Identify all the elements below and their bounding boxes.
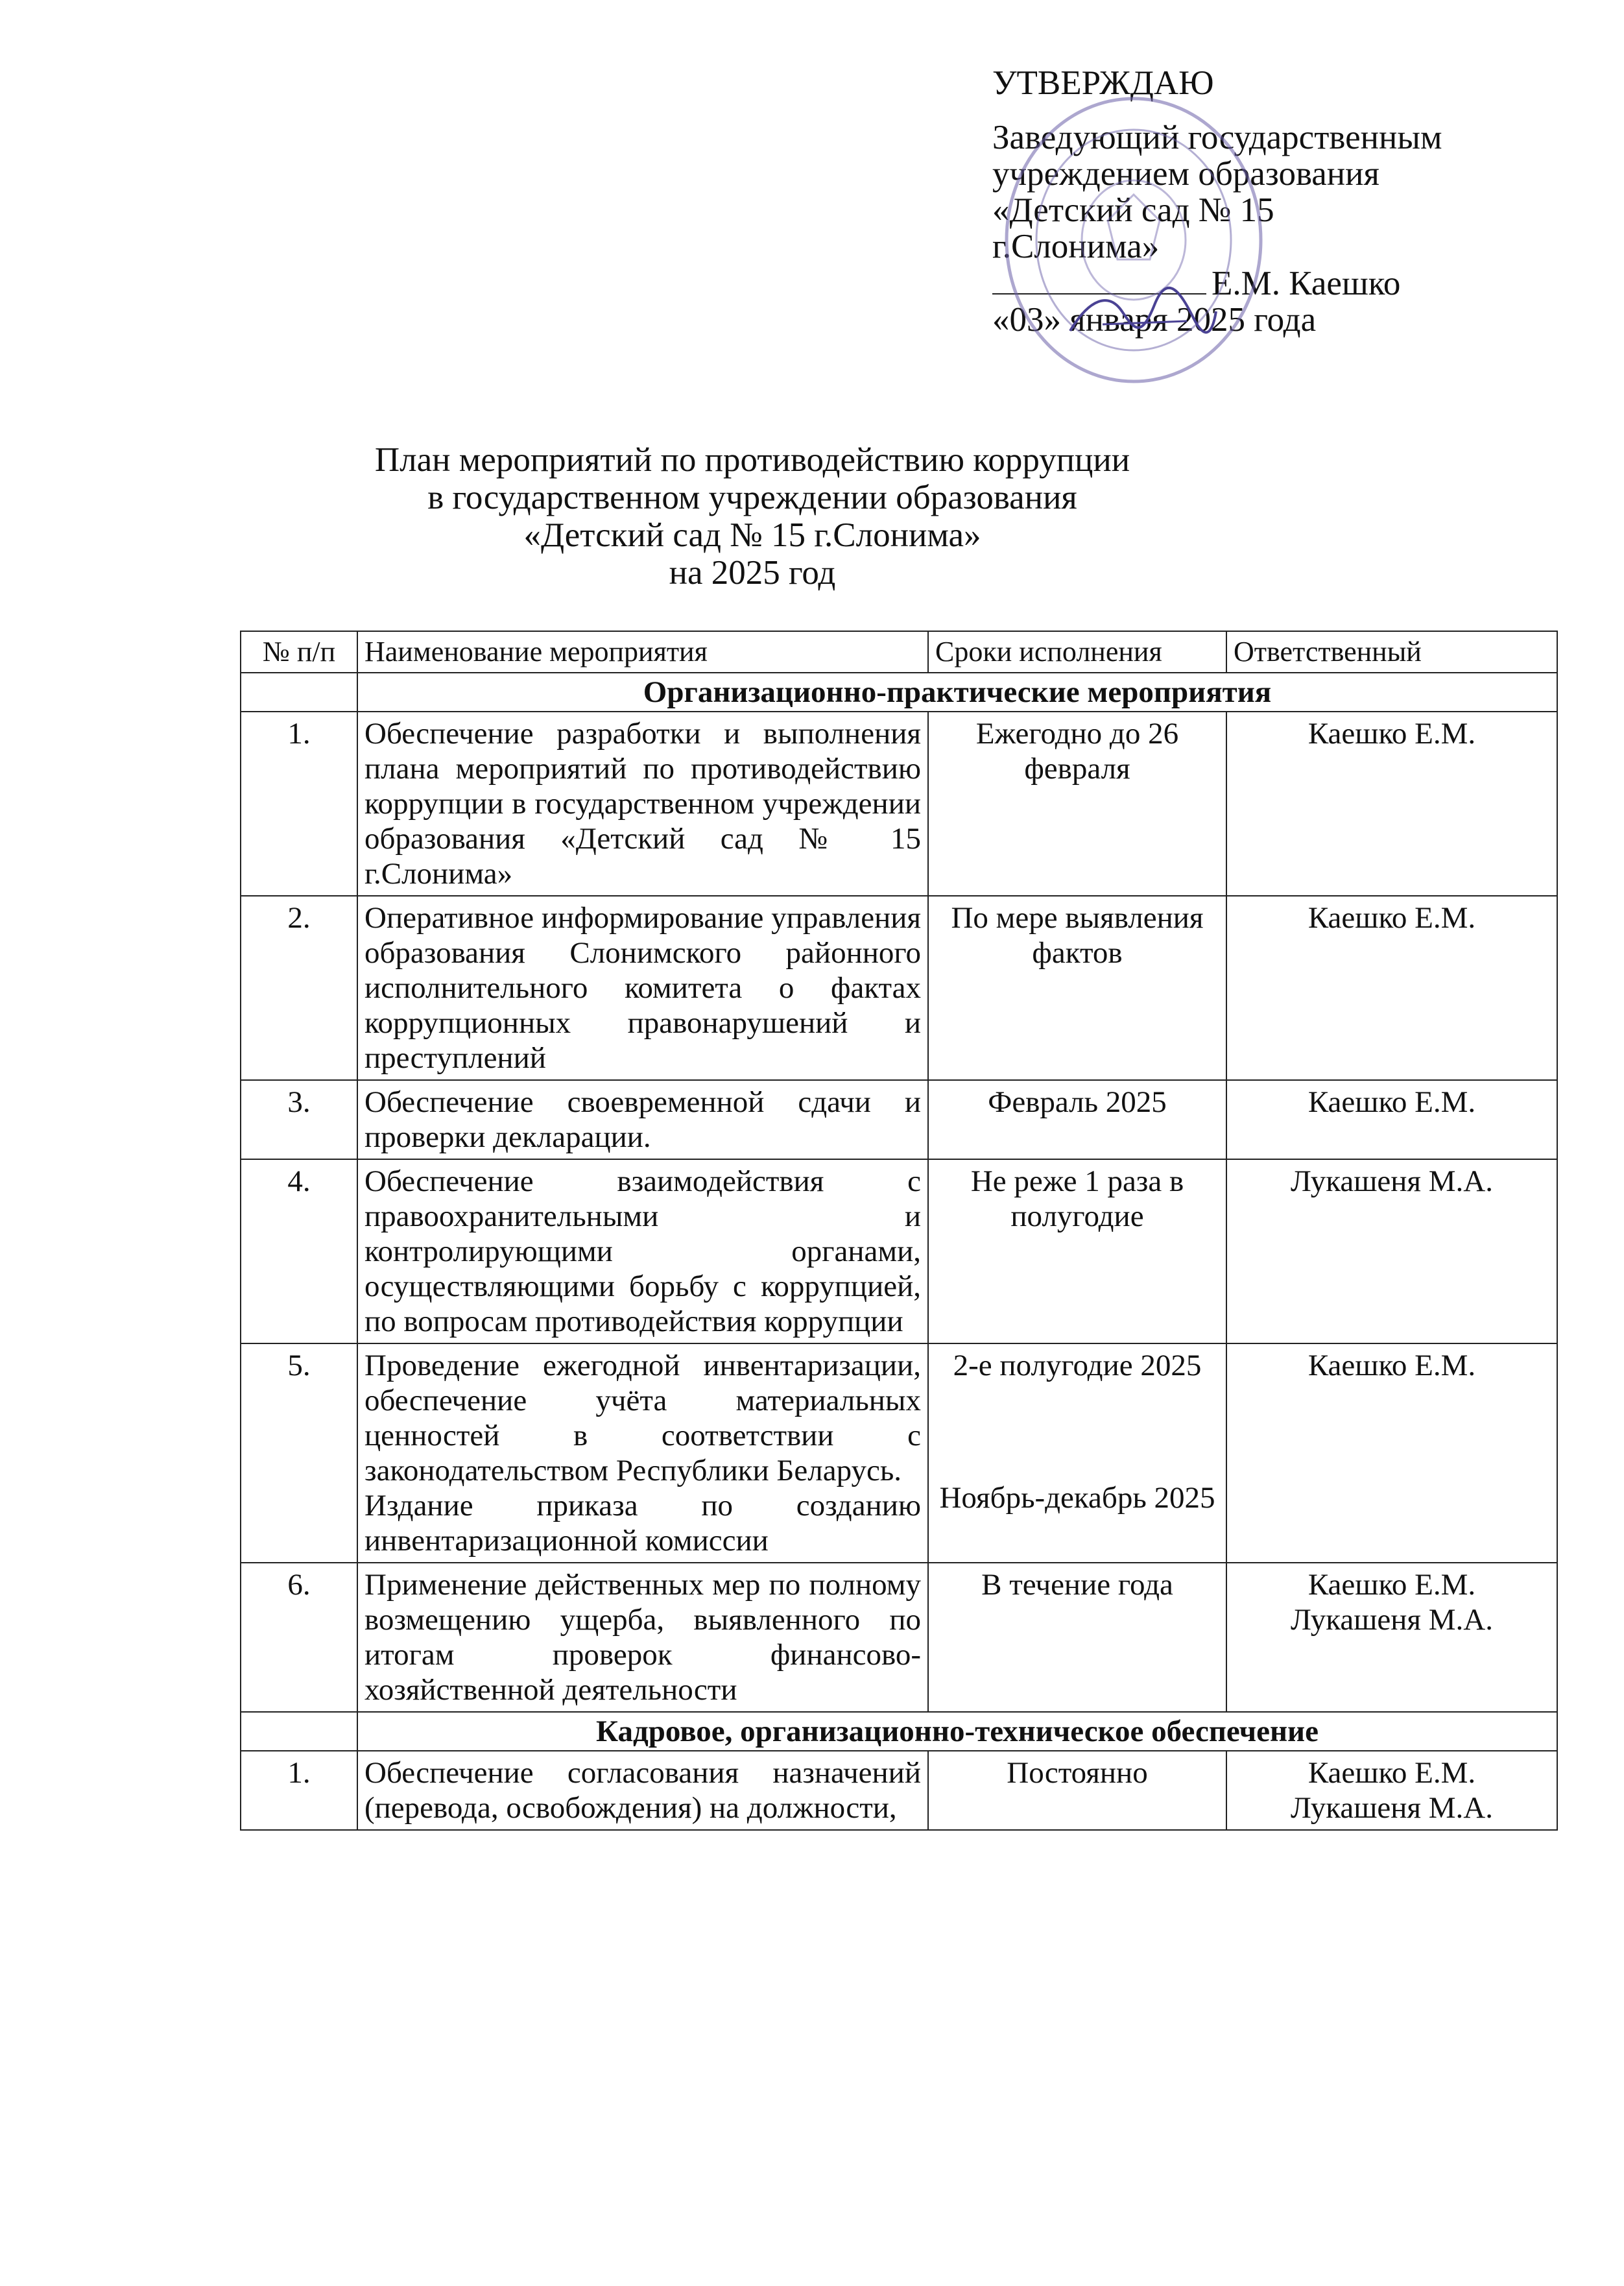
row-term: В течение года [928,1563,1226,1712]
row-desc: Обеспечение взаимодействия с правоохранительными и контролирующими органами, осуществляющими борьбу с коррупцией, по вопросам противодействия коррупции [357,1159,928,1343]
section-spacer [241,1712,357,1751]
row-num: 4. [241,1159,357,1343]
approval-line: учреждением образования [992,155,1379,193]
row-resp-cell [1226,1751,1557,1830]
row-term: 2-е полугодие 2025 [953,1349,1202,1382]
row-num: 5. [241,1343,357,1563]
row-resp: Лукашеня М.А. [1226,1159,1557,1343]
section-row [241,1712,1557,1751]
row-desc: Оперативное информирование управления образования Слонимского районного исполнительного комитета о фактах коррупционных правонарушений и преступлений [357,896,928,1080]
row-desc: Применение действенных мер по полному возмещению ущерба, выявленного по итогам проверок финансово-хозяйственной деятельности [357,1563,928,1712]
approval-line: «Детский сад № 15 [992,191,1274,229]
table-row [241,1159,1557,1343]
row-desc: Обеспечение согласования назначений (перевода, освобождения) на должности, [357,1751,928,1830]
title-line: в государственном учреждении образования [427,479,1077,516]
table-row [241,896,1557,1080]
plan-table [240,631,1558,1831]
row-term: Ежегодно до 26 февраля [928,712,1226,896]
row-num: 3. [241,1080,357,1159]
approval-heading: УТВЕРЖДАЮ [992,64,1214,102]
row-resp-extra: Лукашеня М.А. [1291,1791,1493,1825]
header-name: Наименование мероприятия [357,631,928,673]
table-header-row [241,631,1557,673]
row-resp: Каешко Е.М. [1308,1568,1476,1602]
header-term: Сроки исполнения [928,631,1226,673]
row-desc-extra: Издание приказа по созданию инвентаризационной комиссии [364,1489,921,1558]
row-resp: Каешко Е.М. [1226,712,1557,896]
signer-name: Е.М. Каешко [1212,265,1401,302]
approval-block [992,65,1550,338]
row-term: Постоянно [928,1751,1226,1830]
table-row [241,1751,1557,1830]
section-spacer [241,673,357,712]
row-resp: Каешко Е.М. [1308,1756,1476,1790]
row-resp-cell [1226,1563,1557,1712]
row-resp-extra: Лукашеня М.А. [1291,1603,1493,1637]
title-line: на 2025 год [669,554,836,592]
row-num: 6. [241,1563,357,1712]
section-title: Кадровое, организационно-техническое обеспечение [357,1712,1557,1751]
signature-blank [992,265,1206,295]
header-num: № п/п [241,631,357,673]
table-row [241,1563,1557,1712]
row-num: 1. [241,1751,357,1830]
row-term: По мере выявления фактов [928,896,1226,1080]
term-gap [935,1383,1219,1480]
row-resp: Каешко Е.М. [1226,1080,1557,1159]
table-row [241,1080,1557,1159]
section-title: Организационно-практические мероприятия [357,673,1557,712]
row-term-extra: Ноябрь-декабрь 2025 [939,1481,1215,1515]
row-desc: Обеспечение разработки и выполнения плана мероприятий по противодействию коррупции в государственном учреждении образования «Детский сад № 15 г.Слонима» [357,712,928,896]
row-term: Февраль 2025 [928,1080,1226,1159]
row-num: 1. [241,712,357,896]
document-title [292,441,1213,592]
approval-line: Заведующий государственным [992,119,1442,156]
row-resp: Каешко Е.М. [1226,1343,1557,1563]
row-term: Не реже 1 раза в полугодие [928,1159,1226,1343]
title-line: «Детский сад № 15 г.Слонима» [523,516,981,554]
approval-date: «03» января 2025 года [992,301,1317,339]
approval-line: г.Слонима» [992,228,1160,265]
table-row [241,712,1557,896]
row-desc: Обеспечение своевременной сдачи и проверки декларации. [357,1080,928,1159]
title-line: План мероприятий по противодействию коррупции [374,441,1130,479]
signature-line [992,265,1550,302]
row-resp: Каешко Е.М. [1226,896,1557,1080]
row-desc-cell [357,1343,928,1563]
row-num: 2. [241,896,357,1080]
header-resp: Ответственный [1226,631,1557,673]
row-term-cell [928,1343,1226,1563]
section-row [241,673,1557,712]
table-row [241,1343,1557,1563]
row-desc: Проведение ежегодной инвентаризации, обеспечение учёта материальных ценностей в соответствии с законодательством Республики Беларусь. [364,1349,921,1487]
